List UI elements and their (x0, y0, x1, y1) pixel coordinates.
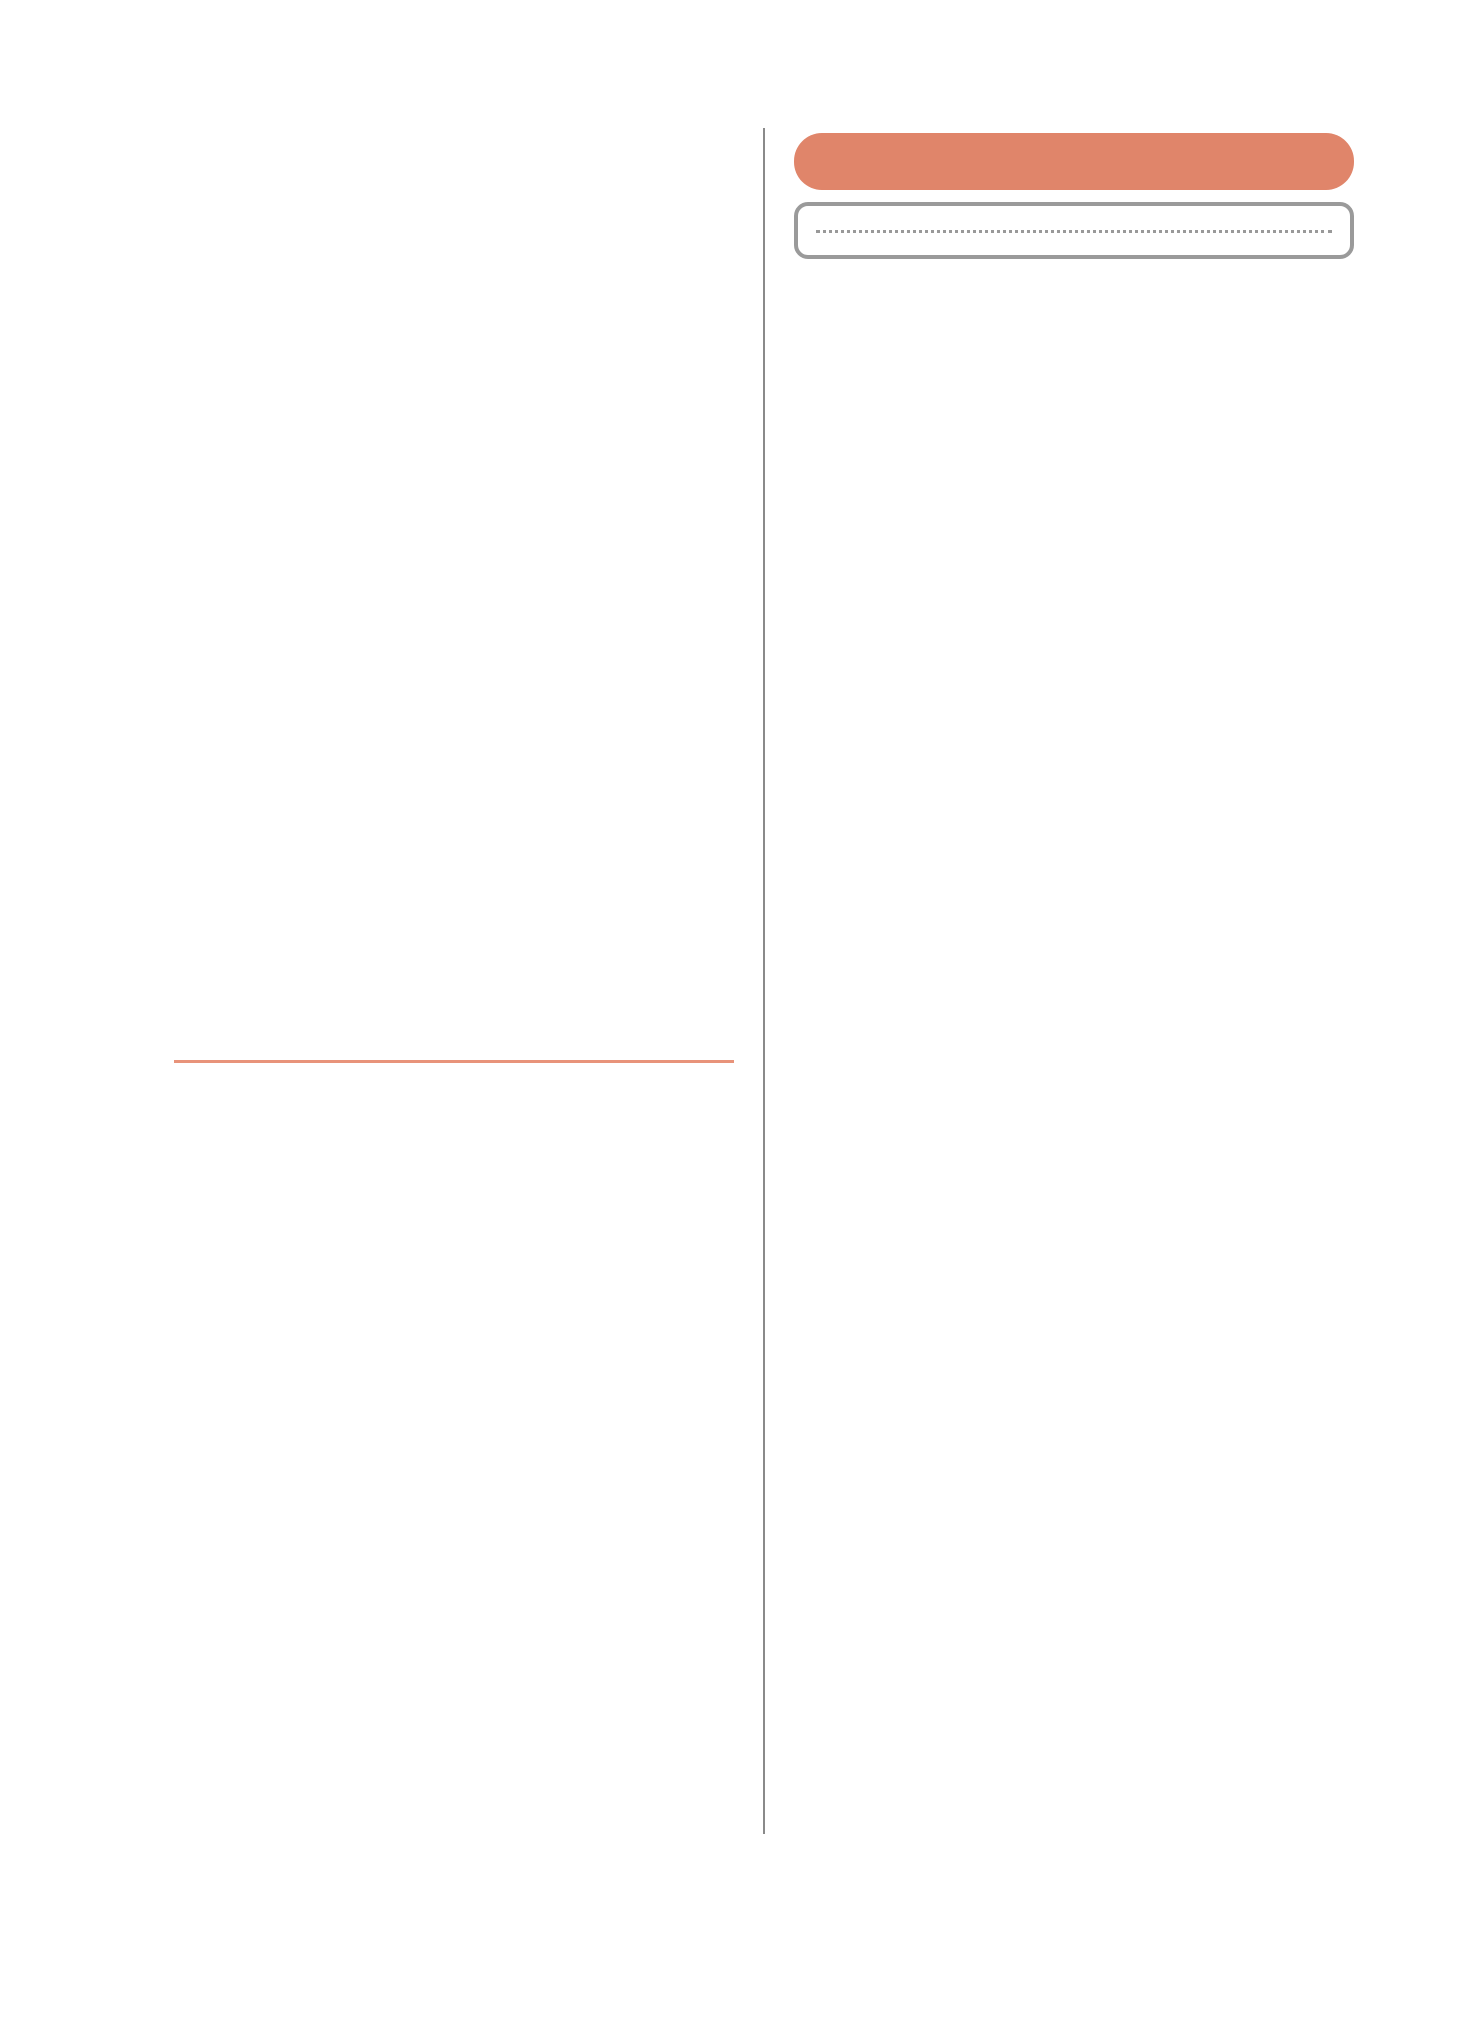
right-column (794, 133, 1354, 275)
dotted-divider (816, 230, 1332, 233)
answer-key-box (794, 202, 1354, 259)
section-9-header (174, 1010, 734, 1063)
section-9 (174, 1010, 734, 1115)
section-letter (174, 1079, 734, 1115)
column-divider (763, 128, 765, 1834)
chapter-banner (794, 133, 1354, 190)
